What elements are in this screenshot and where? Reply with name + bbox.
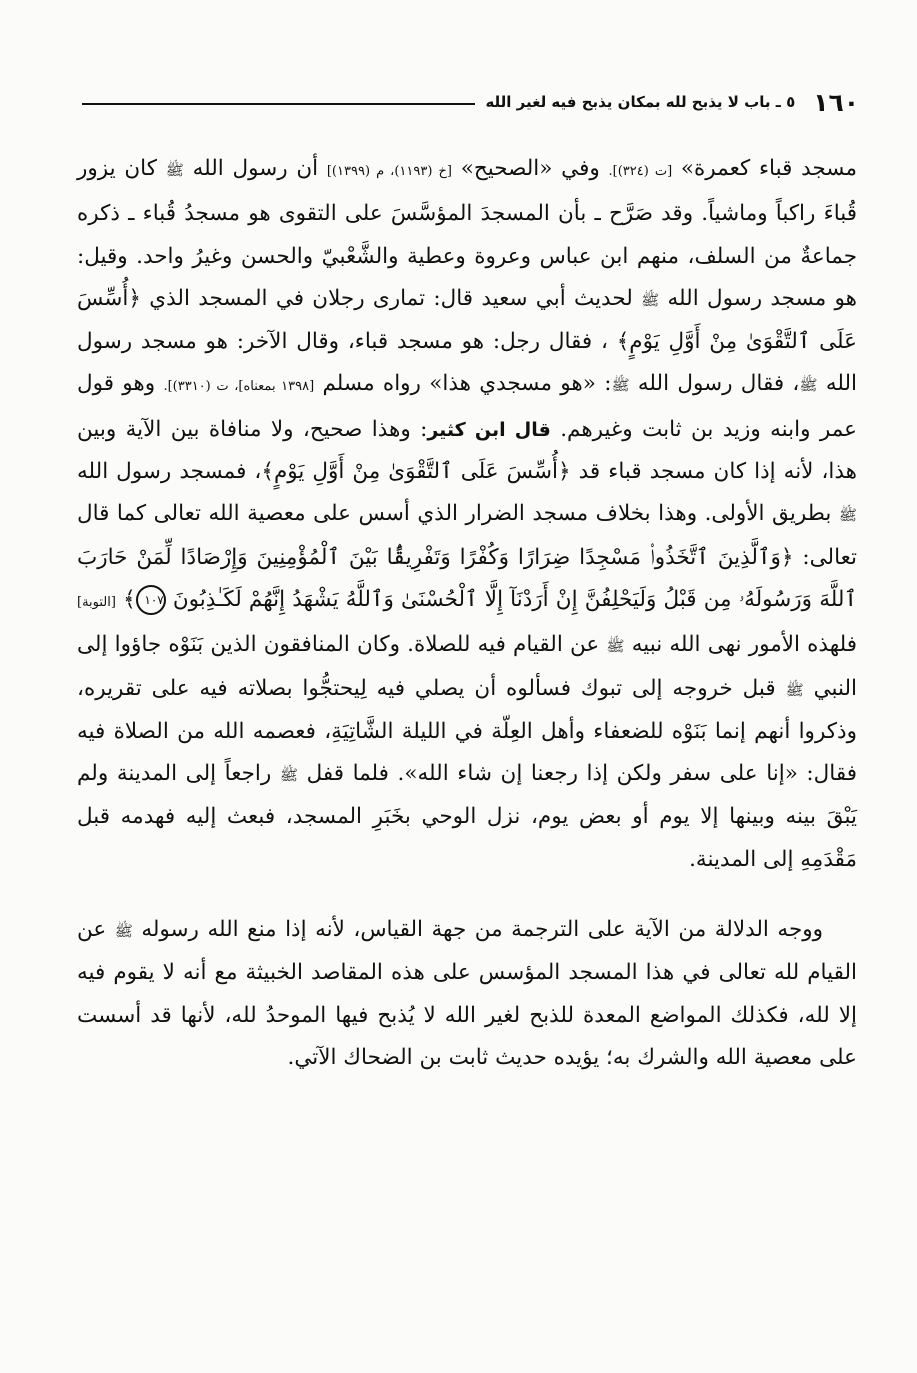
running-header [82,84,859,120]
text: فلهذه الأمور نهى الله نبيه [631,632,857,658]
quran-quote-end: ﴾ [123,586,136,612]
salah-symbol: ﷺ [606,637,625,656]
salah-symbol: ﷺ [838,506,857,525]
text: ، فقال رجل: هو مسجد قباء، وقال الآخر: هو مسجد رسول الله [77,329,857,397]
named-quote: قال ابن كثير [427,418,551,441]
text: ذكره [77,201,120,227]
ayah-number: ١٠٧ [136,585,166,615]
reference: [ت (٣٢٤)]. [608,164,673,179]
text: راجعاً إلى المدينة ولم يَبْقَ بينه وبينها إلا يوم أو بعض يوم، نزل الوحي بخَبَرِ المسجد، فبعث إليه فهدمه قبل مَقْدَمِهِ إلى المدينة. [77,761,857,872]
salah-symbol: ﷺ [611,376,630,395]
text: ، فقال رسول الله [637,371,800,397]
text: عن القيام فيه للصلاة. وكان المنافقون الذين بَنَوْه جاؤوا إلى النبي [77,632,857,701]
text: ، فمسجد رسول الله [77,459,262,485]
text: كان يزور قُباءَ راكباً وماشياً. وقد صَرَّح ـ بأن المسجدَ المؤسَّسَ على التقوى هو مسجدُ قُباء ـ [77,156,858,227]
quran-quote: ﴿أُسِّسَ عَلَى ٱلتَّقْوَىٰ مِنْ أَوَّلِ يَوْمٍ﴾ [77,285,858,355]
text: وفي «الصحيح» [460,156,600,181]
salah-symbol: ﷺ [641,290,660,309]
text: بطريق الأولى. وهذا بخلاف مسجد الضرار الذي أسس على معصية الله تعالى كما قال تعالى: [77,501,857,570]
text: لحديث أبي سعيد قال: تمارى رجلان في المسجد الذي [149,285,633,311]
salah-symbol: ﷺ [799,376,818,395]
chapter-title: ٥ ـ باب لا يذبح لله بمكان يذبح فيه لغير الله [485,93,796,111]
page-body [77,148,857,1079]
salah-symbol: ﷺ [165,161,184,179]
text: قبل خروجه إلى تبوك فسألوه أن يصلي فيه لِيحتجُّوا بصلاته فيه على تقريره، وذكروا أنهم إنما بَنَوْه للضعفاء وأهل العِلّة في الليلة الشَّاتِيَةِ، فعصمه الله من الصلاة فيه فقال: «إنا على سفر ولكن إذا رجعنا إن شاء الله». فلما قفل [77,675,858,787]
surah-reference: [التوبة] [77,594,116,610]
paragraph-2 [77,909,857,1079]
salah-symbol: ﷺ [785,680,804,699]
header-rule [82,103,475,105]
text: : «هو مسجدي هذا» [429,371,612,397]
salah-symbol: ﷺ [114,922,133,941]
text: أن رسول الله [192,156,319,181]
page-number: ١٦٠ [813,87,859,117]
reference: [خ (١١٩٣)، م (١٣٩٩)] [326,164,452,179]
quran-quote: ﴿أُسِّسَ عَلَى ٱلتَّقْوَىٰ مِنْ أَوَّلِ يَوْمٍ﴾ [261,459,571,485]
salah-symbol: ﷺ [279,766,298,785]
reference: [١٣٩٨ بمعناه]، ت (٣٣١٠)]. [163,379,315,395]
paragraph-1 [77,148,857,881]
text: رواه مسلم [322,371,421,397]
text: جماعةٌ من السلف، منهم ابن عباس وعروة وعطية والشَّعْبيّ والحسن وغيرُ واحد. وقيل: هو مسجد رسول الله [77,243,857,311]
text: مسجد قباء كعمرة» [680,156,857,181]
quran-quote: ﴿وَٱلَّذِينَ ٱتَّخَذُوا۟ مَسْجِدًا ضِرَارًا وَكُفْرًا وَتَفْرِيقًۢا بَيْنَ ٱلْمُؤْمِنِينَ وَإِرْصَادًا لِّمَنْ حَارَبَ ٱللَّهَ وَرَسُولَهُۥ مِن قَبْلُ وَلَيَحْلِفُنَّ إِنْ أَرَدْنَآ إِلَّا ٱلْحُسْنَىٰ وَٱللَّهُ يَشْهَدُ إِنَّهُمْ لَكَـٰذِبُونَ [77,544,857,612]
text: : وهذا صحيح، ولا منافاة بين الآية وبين هذا، لأنه إذا كان مسجد قباء قد [77,416,857,485]
text: ووجه الدلالة من الآية على الترجمة من جهة القياس، لأنه إذا منع الله رسوله [141,917,823,943]
text: عن القيام لله تعالى في هذا المسجد المؤسس على هذه المقاصد الخبيثة مع أنه لا يقوم فيه إلا لله، فكذلك المواضع المعدة للذبح لغير الله لا يُذبح فيها الموحدُ لله، لأنها قد أسست على معصية الله والشرك به؛ يؤيده حديث ثابت بن الضحاك الآتي. [77,917,857,1070]
text: وهو قول عمر وابنه وزيد بن ثابت وغيرهم. [77,371,857,442]
